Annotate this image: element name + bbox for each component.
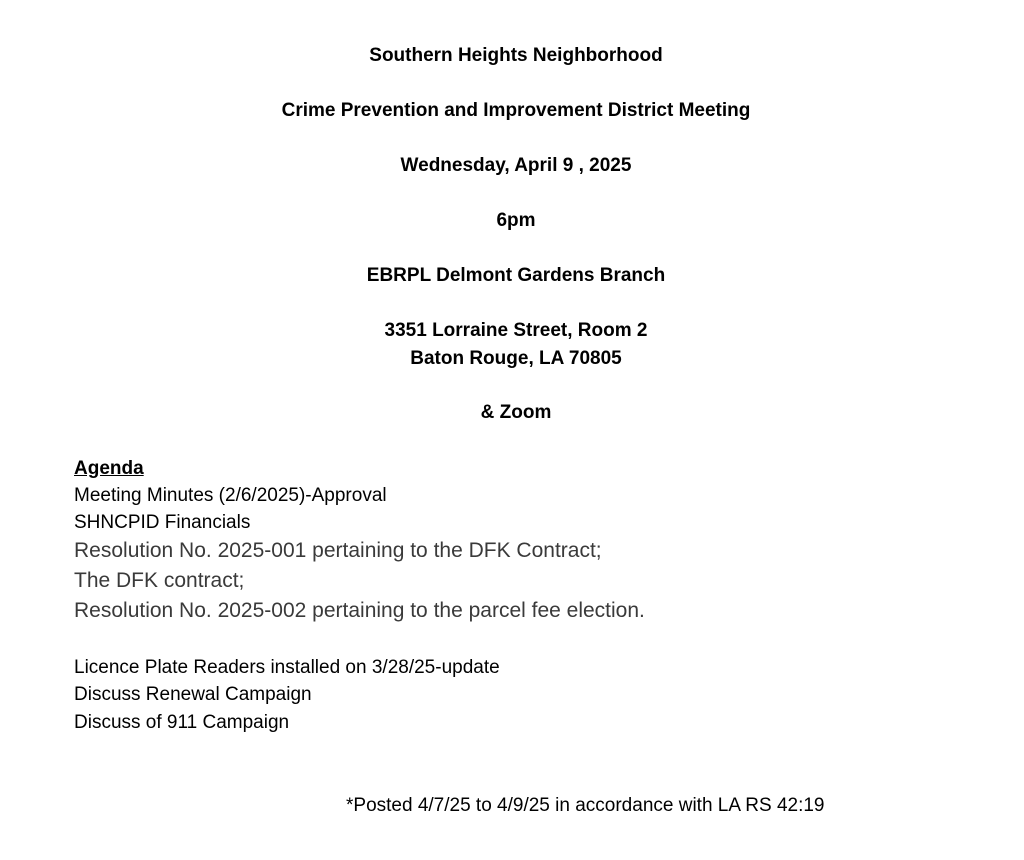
meeting-time: 6pm [496,210,536,231]
agenda-item: The DFK contract; [74,569,245,592]
agenda-item: Discuss of 911 Campaign [74,712,290,733]
meeting-venue: EBRPL Delmont Gardens Branch [366,265,666,286]
posting-footnote: *Posted 4/7/25 to 4/9/25 in accordance with LA RS 42:19 [346,795,825,816]
agenda-item: Meeting Minutes (2/6/2025)-Approval [74,485,387,506]
agenda-item: SHNCPID Financials [74,512,251,533]
address-line-1: 3351 Lorraine Street, Room 2 [384,320,648,341]
agenda-item: Discuss Renewal Campaign [74,684,312,705]
agenda-heading: Agenda [74,458,144,479]
address-line-2: Baton Rouge, LA 70805 [410,348,622,369]
remote-option: & Zoom [480,402,552,423]
meeting-title: Crime Prevention and Improvement District Meeting [281,100,751,121]
agenda-item: Licence Plate Readers installed on 3/28/25-update [74,657,500,678]
neighborhood-title: Southern Heights Neighborhood [369,45,663,66]
agenda-item: Resolution No. 2025-002 pertaining to the parcel fee election. [74,599,645,622]
agenda-item: Resolution No. 2025-001 pertaining to the DFK Contract; [74,539,602,562]
meeting-date: Wednesday, April 9 , 2025 [400,155,632,176]
